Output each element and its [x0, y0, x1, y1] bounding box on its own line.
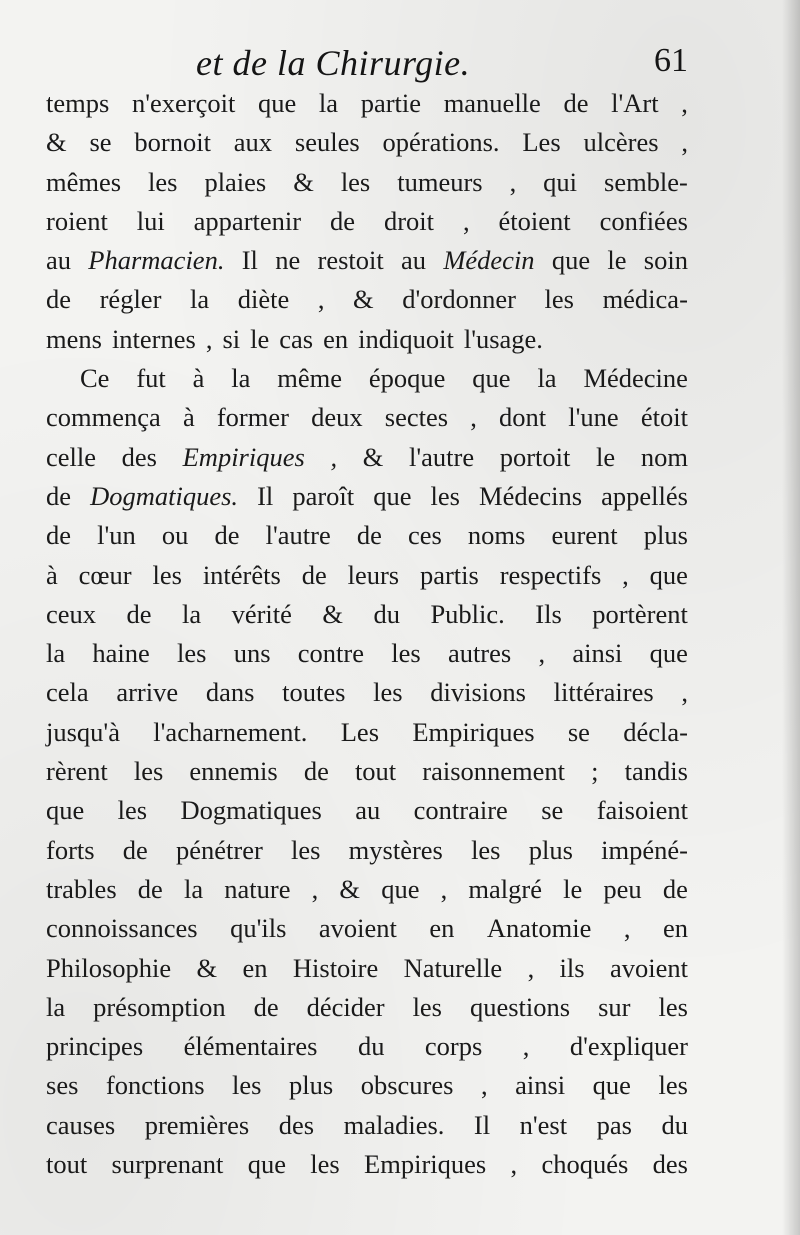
- text-line: [46, 398, 688, 437]
- word: que: [649, 559, 688, 590]
- word: Histoire: [292, 952, 379, 983]
- word: des: [278, 1109, 315, 1140]
- word: opérations.: [382, 127, 500, 158]
- word: ,: [440, 873, 448, 904]
- word: ainsi: [515, 1070, 566, 1101]
- word: maladies.: [343, 1109, 445, 1140]
- word: d'expliquer: [569, 1031, 688, 1062]
- word: que: [258, 88, 297, 118]
- word: que: [592, 1070, 631, 1101]
- word: ainsi: [572, 638, 623, 669]
- word: celle: [46, 441, 97, 472]
- text-line: [46, 713, 688, 752]
- word: ,: [527, 952, 535, 983]
- text-line: [46, 123, 688, 162]
- text-line: [46, 516, 688, 555]
- word: jusqu'à: [46, 716, 120, 747]
- word: fut: [136, 363, 166, 394]
- text-line: [46, 1066, 688, 1105]
- word: ,: [510, 1149, 518, 1180]
- word: noms: [467, 520, 526, 551]
- word: même: [277, 363, 343, 394]
- word: deux: [311, 402, 363, 433]
- word: uns: [233, 638, 271, 669]
- word: de: [253, 991, 279, 1022]
- word: roient: [46, 205, 108, 236]
- word: sur: [598, 991, 631, 1022]
- word: cœur: [78, 559, 132, 590]
- word: les: [391, 638, 421, 669]
- page-edge-shadow: [782, 0, 800, 1235]
- word: plaies: [204, 166, 267, 197]
- word: l'usage.: [463, 323, 543, 354]
- word: l'Art: [611, 88, 659, 118]
- word: &: [196, 952, 218, 983]
- word: restoit: [317, 245, 384, 276]
- word: ennemis: [189, 756, 278, 787]
- word: internes: [111, 323, 196, 354]
- text-line: [46, 84, 688, 123]
- word: les: [291, 834, 321, 865]
- word: que: [381, 873, 420, 904]
- word: Il: [241, 245, 258, 276]
- word: les: [412, 991, 442, 1022]
- word: appartenir: [193, 205, 302, 236]
- word: les: [658, 1070, 688, 1101]
- word: ceux: [46, 598, 97, 629]
- text-line: [46, 280, 688, 319]
- word: Médecine: [583, 363, 688, 394]
- word: Public.: [430, 598, 505, 629]
- word: respectifs: [499, 559, 602, 590]
- word: ces: [407, 520, 442, 551]
- word: mystères: [348, 834, 443, 865]
- word: choqués: [541, 1149, 629, 1180]
- word: nature: [224, 873, 291, 904]
- text-line: [46, 595, 688, 634]
- word: divisions: [430, 677, 526, 708]
- text-line: [46, 831, 688, 870]
- word: des: [652, 1149, 688, 1180]
- word: de: [126, 598, 152, 629]
- word: n'est: [519, 1109, 568, 1140]
- word: connoissances: [46, 913, 198, 944]
- word: se: [89, 127, 112, 158]
- word: ,: [623, 913, 631, 944]
- word: leurs: [347, 559, 400, 590]
- word: obscures: [360, 1070, 454, 1101]
- word: la: [46, 638, 66, 669]
- word: tout: [354, 756, 397, 787]
- word: avoient: [609, 952, 688, 983]
- word: eurent: [551, 520, 618, 551]
- word: ,: [311, 873, 319, 904]
- word: à: [182, 402, 195, 433]
- word: de: [301, 559, 327, 590]
- word: impéné-: [601, 834, 688, 865]
- word: que: [46, 795, 85, 826]
- text-line: [46, 556, 688, 595]
- word: ,: [622, 559, 629, 590]
- text-line: [46, 988, 688, 1027]
- word: se: [567, 716, 590, 747]
- word: intérêts: [202, 559, 281, 590]
- word: mêmes: [46, 166, 122, 197]
- word: plus: [643, 520, 688, 551]
- word: le: [563, 873, 583, 904]
- word: de: [214, 520, 240, 551]
- word: nom: [640, 441, 688, 472]
- word: ,: [470, 402, 477, 433]
- word: raisonnement: [422, 756, 566, 787]
- word: au: [355, 795, 381, 826]
- word: ou: [161, 520, 189, 551]
- word: élémentaires: [183, 1031, 318, 1062]
- word: époque: [368, 363, 446, 394]
- word: les: [471, 834, 501, 865]
- text-line: [46, 752, 688, 791]
- word: plus: [528, 834, 573, 865]
- body-text: [46, 84, 688, 1184]
- text-line: [46, 477, 688, 516]
- word: littéraires: [553, 677, 654, 708]
- word: en: [429, 913, 455, 944]
- word: pas: [596, 1109, 632, 1140]
- word: trables: [46, 873, 117, 904]
- word: de: [46, 520, 72, 551]
- word: n'exerçoit: [131, 88, 236, 118]
- word: à: [192, 363, 205, 394]
- word: peu: [603, 873, 642, 904]
- running-title: et de la Chirurgie.: [196, 43, 471, 83]
- word: corps: [424, 1031, 483, 1062]
- word: la: [181, 598, 202, 629]
- word: ,: [509, 166, 517, 197]
- text-line: [46, 359, 688, 398]
- word: arrive: [116, 677, 179, 708]
- word: Anatomie: [486, 913, 592, 944]
- text-line: [46, 949, 688, 988]
- word: de: [662, 873, 688, 904]
- word: Les: [522, 127, 561, 158]
- word: ,: [538, 638, 546, 669]
- word: que: [373, 480, 412, 511]
- text-line: [46, 909, 688, 948]
- text-line: [46, 1106, 688, 1145]
- word: l'acharnement.: [153, 716, 308, 747]
- text-line: [46, 241, 688, 280]
- word: Empiriques: [364, 1149, 487, 1180]
- word: ulcères: [583, 127, 659, 158]
- word: qui: [543, 166, 578, 197]
- word: en: [323, 323, 349, 354]
- word: de: [303, 756, 329, 787]
- word: les: [430, 480, 460, 511]
- word: haine: [92, 638, 150, 669]
- word: médica-: [602, 284, 688, 315]
- word: &: [293, 166, 314, 197]
- word: Naturelle: [403, 952, 503, 983]
- word: les: [152, 559, 182, 590]
- word: bornoit: [134, 127, 211, 158]
- word: plus: [289, 1070, 334, 1101]
- word: les: [373, 677, 403, 708]
- word: que: [551, 245, 591, 276]
- word: Dogmatiques.: [90, 480, 239, 511]
- word: en: [242, 952, 268, 983]
- word: les: [232, 1070, 262, 1101]
- word: ,: [317, 284, 325, 315]
- word: manuelle: [443, 88, 541, 118]
- word: si: [222, 323, 241, 354]
- word: autres: [447, 638, 512, 669]
- word: le: [596, 441, 616, 472]
- word: appellés: [601, 480, 688, 511]
- word: surprenant: [111, 1149, 224, 1180]
- word: ,: [480, 1070, 488, 1101]
- word: portoit: [499, 441, 571, 472]
- text-line: [46, 870, 688, 909]
- word: au: [401, 245, 427, 276]
- word: pénétrer: [176, 834, 263, 865]
- text-line: [46, 438, 688, 477]
- word: de: [137, 873, 163, 904]
- text-line: [46, 1145, 688, 1184]
- word: étoient: [498, 205, 571, 236]
- word: les: [310, 1149, 340, 1180]
- word: ,: [681, 677, 688, 708]
- word: tout: [46, 1149, 88, 1180]
- word: ,: [330, 441, 338, 472]
- word: Philosophie: [46, 952, 172, 983]
- text-line: [46, 163, 688, 202]
- word: rèrent: [46, 756, 108, 787]
- word: Ils: [535, 598, 562, 629]
- text-line: [46, 673, 688, 712]
- word: de: [330, 205, 356, 236]
- word: &: [46, 127, 67, 158]
- word: de: [122, 834, 148, 865]
- word: fonctions: [105, 1070, 205, 1101]
- word: ,: [681, 127, 688, 158]
- word: le: [250, 323, 270, 354]
- word: &: [353, 284, 374, 315]
- word: &: [339, 873, 361, 904]
- word: malgré: [468, 873, 542, 904]
- word: Médecin: [443, 245, 535, 276]
- word: les: [544, 284, 574, 315]
- word: Empiriques: [412, 716, 535, 747]
- word: du: [373, 598, 400, 629]
- word: former: [216, 402, 289, 433]
- text-line: [46, 1027, 688, 1066]
- word: en: [662, 913, 688, 944]
- word: Pharmacien.: [88, 245, 225, 276]
- word: les: [658, 991, 688, 1022]
- word: qu'ils: [230, 913, 287, 944]
- word: au: [46, 245, 72, 276]
- word: contre: [297, 638, 364, 669]
- word: premières: [144, 1109, 250, 1140]
- word: des: [121, 441, 157, 472]
- word: cela: [46, 677, 89, 708]
- word: ,: [205, 323, 213, 354]
- word: les: [148, 166, 178, 197]
- word: &: [322, 598, 343, 629]
- word: ne: [275, 245, 301, 276]
- word: droit: [383, 205, 435, 236]
- word: de: [46, 284, 72, 315]
- word: Les: [340, 716, 380, 747]
- word: se: [541, 795, 564, 826]
- word: les: [133, 756, 164, 787]
- word: dans: [205, 677, 255, 708]
- word: Médecins: [479, 480, 583, 511]
- word: ;: [591, 756, 599, 787]
- word: avoient: [318, 913, 397, 944]
- word: l'une: [568, 402, 619, 433]
- word: l'autre: [408, 441, 475, 472]
- word: de: [356, 520, 382, 551]
- word: ,: [522, 1031, 530, 1062]
- word: ,: [462, 205, 470, 236]
- word: portèrent: [592, 598, 688, 629]
- text-line: [46, 320, 688, 359]
- word: dont: [499, 402, 547, 433]
- word: la: [183, 873, 204, 904]
- word: les: [340, 166, 371, 197]
- word: &: [362, 441, 384, 472]
- word: partis: [419, 559, 479, 590]
- word: faisoient: [596, 795, 688, 826]
- word: que: [247, 1149, 286, 1180]
- word: présomption: [93, 991, 226, 1022]
- word: ils: [559, 952, 585, 983]
- text-line: [46, 634, 688, 673]
- word: à: [46, 559, 58, 590]
- word: soin: [643, 245, 688, 276]
- word: seules: [294, 127, 360, 158]
- word: ,: [681, 88, 688, 118]
- word: d'ordonner: [402, 284, 516, 315]
- word: la: [537, 363, 557, 394]
- word: décla-: [623, 716, 688, 747]
- word: diète: [237, 284, 290, 315]
- word: la: [190, 284, 210, 315]
- word: mens: [46, 323, 102, 354]
- word: toutes: [282, 677, 346, 708]
- word: les: [117, 795, 148, 826]
- word: que: [472, 363, 511, 394]
- text-line: [46, 202, 688, 241]
- word: du: [357, 1031, 385, 1062]
- word: temps: [46, 88, 110, 118]
- word: ses: [46, 1070, 79, 1101]
- word: décider: [306, 991, 385, 1022]
- word: tumeurs: [397, 166, 483, 197]
- word: forts: [46, 834, 95, 865]
- word: l'un: [97, 520, 136, 551]
- text-line: [46, 791, 688, 830]
- word: causes: [46, 1109, 116, 1140]
- word: l'autre: [265, 520, 331, 551]
- word: paroît: [292, 480, 355, 511]
- word: Il: [473, 1109, 491, 1140]
- word: aux: [233, 127, 273, 158]
- word: vérité: [231, 598, 292, 629]
- word: sectes: [384, 402, 449, 433]
- word: questions: [469, 991, 571, 1022]
- word: Il: [257, 480, 274, 511]
- word: régler: [99, 284, 162, 315]
- word: de: [563, 88, 589, 118]
- word: confiées: [599, 205, 688, 236]
- word: tandis: [624, 756, 688, 787]
- word: partie: [360, 88, 422, 118]
- word: étoit: [640, 402, 688, 433]
- word: cas: [279, 323, 314, 354]
- word: indiquoit: [358, 323, 454, 354]
- word: la: [318, 88, 339, 118]
- word: le: [607, 245, 627, 276]
- word: que: [649, 638, 688, 669]
- word: lui: [136, 205, 165, 236]
- word: principes: [46, 1031, 144, 1062]
- word: contraire: [413, 795, 508, 826]
- word: Dogmatiques: [180, 795, 322, 826]
- word: la: [231, 363, 251, 394]
- page-number: 61: [654, 42, 688, 79]
- word: de: [46, 480, 72, 511]
- word: les: [177, 638, 207, 669]
- word: semble-: [604, 166, 688, 197]
- word: Empiriques: [182, 441, 305, 472]
- word: commença: [46, 402, 161, 433]
- word: Ce: [80, 363, 110, 394]
- word: du: [661, 1109, 688, 1140]
- word: la: [46, 991, 66, 1022]
